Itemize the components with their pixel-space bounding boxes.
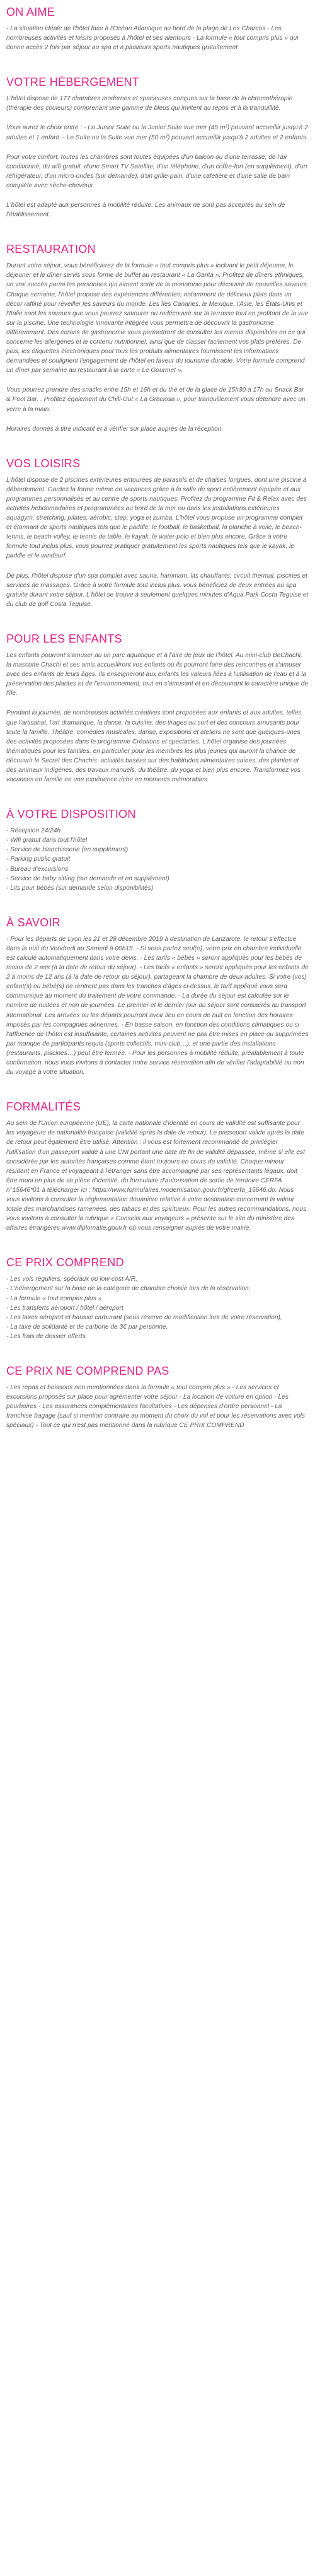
section-paragraph: Pour votre confort, toutes les chambres sont toutes équipées d'un balcon ou d'une terrasse, de l'air conditionné, du wifi gratuit, d'une Smart TV Satellite, d'un téléphone, d'un coffre-fort (en supplément), d'un réfrigérateur, d'un micro-ondes (sur demande), d'un grille-pain, d'une cafetière et d'une salle de bain complète avec sèche-cheveux.	[6, 153, 307, 189]
section-title: VOS LOISIRS	[6, 457, 81, 470]
section-title: À VOTRE DISPOSITION	[6, 808, 136, 821]
section-title: ON AIME	[6, 6, 55, 18]
section-paragraph: - Les repas et boissons non mentionnées dans la formule « tout compris plus » - Les services et excursions proposés sur place pour agrémenter votre séjour - La location de voiture en option - Les pourboires - Les assurances complémentaires facultatives - Les dépenses d'ordre personnel - La franchise bagage (sauf si mention contraire au moment du choix du vol et pour les réservations avec vols spéciaux) - Tout ce qui n'est pas mentionné dans la rubrique CE PRIX COMPREND	[6, 1384, 305, 1430]
section-paragraph: Horaires donnés à titre indicatif et à vérifier sur place auprès de la réception.	[6, 425, 224, 433]
list-item: - Les vols réguliers, spéciaux ou low-cost A/R,	[6, 1276, 137, 1283]
section-on-aime	[6, 5, 309, 52]
list-item: - Réception 24/24h	[6, 827, 61, 835]
section-list	[6, 1274, 309, 1341]
section-vos-loisirs	[6, 457, 309, 609]
section-votre-hebergement	[6, 75, 309, 219]
section-title: POUR LES ENFANTS	[6, 632, 122, 645]
list-item: - Les frais de dossier offerts.	[6, 1332, 88, 1340]
section-a-votre-disposition	[6, 807, 309, 893]
list-item: - Bureau d'excursions	[6, 865, 69, 873]
section-list	[6, 826, 309, 893]
section-paragraph: L'hôtel dispose de 2 piscines extérieures entourées de parasols et de chaises longues, dont une piscine à débordement. Gardez la forme même en vacances grâce à la salle de sport entièrement équipée et aux programmes personnalisés et au centre de sports nautiques. Profitez du programme Fit & Relax avec des activités hebdomadaires et programmées au bord de la mer ou dans les installations extérieures aquagym, stretching, pilates, aérobic, step, yoga et zumba. L'hôtel vous propose un programme complet et étonnant de sports nautiques tels que le paddle, le football, le basketball, la planche à voile, le beach-tennis, le beach-volley, le tennis de table, le kayak, le water-polo et bien plus encore. Grâce à votre formule tout inclus plus, vous pourrez pratiquer gratuitement les sports nautiques tels que le kayak, le paddle et le windsurf.	[6, 476, 307, 560]
section-title: RESTAURATION	[6, 243, 96, 256]
section-paragraph: Durant votre séjour, vous bénéficierez de la formule « tout compris plus » incluant le petit déjeuner, le déjeuner et le dîner servis sous forme de buffet au restaurant « La Garita ». Profitez de dîners ethniques, un vrai succès parmi les personnes qui aiment sortir de la monotonie pour découvrir de nouvelles saveurs. Chaque semaine, l'hôtel propose des expériences différentes, notamment de délicieux plats dans un décor raffiné pour réveiller les saveurs du monde. Les îles Canaries, le Mexique, l'Asie, les États-Unis et l'Italie sont les saveurs que vous pourrez savourer ou redécouvrir sur la terrasse tout en profitant de la vue sur la piscine. Une technologie innovante intégrée vous permettra de découvrir la gastronomie différemment. Des écrans de gastronomie vous permettront de consulter les menus disponibles en ce qui concerne les allergènes et le contenu nutritionnel, ainsi que de classer facilement vos plats préférés. De plus, les étiquettes électroniques pour tous les produits alimentaires fournissent les informations demandées et soulignent l'engagement de l'hôtel en faveur du tourisme durable. Votre formule comprend un dîner par semaine au restaurant à la carte « Le Gourmet ».	[6, 262, 309, 375]
section-paragraph: Vous aurez le choix entre : - La Junior Suite ou la Junior Suite vue mer (45 m²) pouvant accueillir jusqu'à 2 adultes et 1 enfant. - Le Suite ou la Suite vue mer (50 m²) pouvant accueillir jusqu'à 2 adultes et 2 enfants.	[6, 124, 308, 141]
section-paragraph: L'hôtel est adapté aux personnes à mobilité réduite. Les animaux ne sont pas acceptés au sein de l'établissement.	[6, 202, 285, 219]
list-item: - Wifi gratuit dans tout l'hôtel	[6, 837, 88, 844]
list-item: - Lits pour bébés (sur demande selon disponibilités)	[6, 884, 154, 892]
section-paragraph: - Pour les départs de Lyon les 21 et 28 décembre 2019 à destination de Lanzarote, le retour s'effectue dans la nuit du Vendredi au Samedi à 00h15. - Si vous partez seul(e), votre prix en chambre individuelle est calculé automatiquement dans votre devis. - Les tarifs « bébés » seront appliqués pour les bébés de moins de 2 ans (à la date de retour du séjour). - Les tarifs « enfants » seront appliqués pour les enfants de 2 à moins de 12 ans (à la date de retour du séjour), partageant la chambre de deux adultes. Si votre (vos) enfant(s) ou bébé(s) ne rentrent pas dans les tranches d'âges ci-dessus, le tarif appliqué vous sera communiqué au moment du traitement de votre commande. - La durée du séjour est calculée sur le nombre de nuitées et non de journées. Le premier et le dernier jour du séjour sont consacrés au transport international. Les arrivées ou les départs pourront avoir lieu en cours de nuit en fonction des horaires imposés par les compagnies aériennes. - En basse saison, en fonction des conditions climatiques ou si l'affluence de l'hôtel est insuffisante, certaines activités peuvent ne pas être mises en place ou supprimées par manque de participants requis (sports collectifs, mini-club…), et une partie des installations (restaurants, piscines…) peut être fermée. - Pour les personnes à mobilité réduite, préalablement à toute confirmation, nous vous invitons à contacter notre service réservation afin de vérifier l'adaptabilité ou non du voyage à votre situation.	[6, 935, 309, 1076]
section-title: CE PRIX COMPREND	[6, 1256, 124, 1269]
section-pour-les-enfants	[6, 632, 309, 784]
section-paragraph: Au sein de l'Union européenne (UE), la carte nationale d'identité en cours de validité est suffisante pour les voyageurs de nationalité française (validité après la date de retour). Le passeport valide après la date de retour peut également être utilisé. Attention : il vous est fortement recommandé de privilégier l'utilisation d'un passeport valide à une CNI portant une date de fin de validité dépassée, même si elle est considérée par les autorités françaises comme étant toujours en cours de validité. Chaque mineur résidant en France et voyageant à l'étranger sans être accompagné par ses représentants légaux, doit être muni en plus de sa pièce d'identité, du formulaire d'autorisation de sortie de territoire CERFA n°15646*01 à télécharger ici : https://www.formulaires.modernisation.gouv.fr/gf/cerfa_15646.do. Nous vous invitons à consulter la réglementation douanière relative à votre destination concernant la valeur totale des marchandises ramenées, des tabacs et des spiritueux. Pour les autres recommandations, nous vous invitons à consulter la rubrique « Conseils aux voyageurs » présente sur le site du ministère des affaires étrangères www.diplomatie.gouv.fr où vous renseigner auprès de votre mairie.	[6, 1120, 307, 1232]
section-paragraph: De plus, l'hôtel dispose d'un spa complet avec sauna, hammam, lits chauffants, circuit thermal, piscines et services de massages. Grâce à votre formule tout inclus plus, vous bénéficiez de deux entrées au spa gratuite durant votre séjour. L'hôtel se trouve à seulement quelques minutes d'Aqua Park Costa Teguise et du club de golf Costa Teguise.	[6, 572, 309, 608]
section-paragraph: Vous pourrez prendre des snacks entre 15h et 16h et du thé et de la glace de 15h30 à 17h au Snack Bar & Pool Bar. . Profitez également du Chill-Out « La Graciosa », pour tranquillement vous détendre avec un verre à la main.	[6, 387, 306, 413]
section-formalites	[6, 1100, 309, 1233]
list-item: - Service de blanchisserie (en supplément)	[6, 846, 129, 854]
list-item: - L'hébergement sur la base de la catégorie de chambre choisie lors de la réservation,	[6, 1285, 251, 1293]
list-item: - Parking public gratuit	[6, 856, 71, 863]
list-item: - La formule « tout compris plus »	[6, 1295, 102, 1302]
section-a-savoir	[6, 916, 309, 1077]
section-paragraph: - La situation idéale de l'hôtel face à l'Océan Atlantique au bord de la plage de Los Charcos - Les nombreuses activités et loisirs proposés à l'hôtel et ses alentours - La formule « tout compris plus » qui donne accès 2 fois par séjour au spa et à plusieurs sports nautiques gratuitement	[6, 25, 299, 52]
section-restauration	[6, 242, 309, 434]
section-ce-prix-ne-comprend-pas	[6, 1364, 309, 1430]
list-item: - La taxe de solidarité et de carbone de 3€ par personne,	[6, 1323, 168, 1331]
section-paragraph: L'hôtel dispose de 177 chambres modernes et spacieuses conçues sur la base de la chromothérapie (thérapie des couleurs) comprenant une gamme de bleus qui invitent au repos et à la tranquillité.	[6, 95, 293, 112]
list-item: - Service de baby sitting (sur demande et en supplément)	[6, 875, 169, 882]
list-item: - Les taxes aéroport et hausse carburant (sous réserve de modification lors de votre réservation),	[6, 1314, 282, 1321]
section-ce-prix-comprend	[6, 1256, 309, 1341]
section-paragraph: Les enfants pourront s'amuser au un parc aquatique et à l'aire de jeux de l'hôtel. Au mini-club BeChachi, la mascotte Chachi et ses amis accueilliront vos enfants où ils pourront faire des rencontres et s'amuser avec des enfants de leurs âges. Ils enseigneront aux enfants les valeurs liées à l'utilisation de l'eau et à la préservation des plantes et de l'environnement, tout en s'amusant et en découvrant le caractère unique de l'île.	[6, 651, 309, 697]
section-title: À SAVOIR	[6, 916, 61, 929]
section-title: VOTRE HÉBERGEMENT	[6, 76, 140, 89]
list-item: - Les transferts aéroport / hôtel / aéroport	[6, 1304, 123, 1312]
section-title: CE PRIX NE COMPREND PAS	[6, 1365, 169, 1377]
section-paragraph: Pendant la journée, de nombreuses activités créatives sont proposées aux enfants et aux adultes, telles que l'artisanat, l'art dramatique, la danse, la cuisine, des tirages au sort et des concours amusants pour toute la famille. Théâtre, comédies musicales, danse, expositions et ateliers ne sont que quelques-unes des activités proposées dans le programme Créations et spectacles. L'hôtel organise des journées thématiques pour les familles, en particulier pour les membres les plus jeunes qui auront la chance de découvrir le Secret des Chachis: activités basées sur des habitudes alimentaires saines, des plantes et des animaux indigènes, des travaux manuels, du théâtre, du yoga et bien plus encore. Transformez vos vacances en famille en une expérience riche en moments mémorables.	[6, 709, 302, 784]
section-title: FORMALITÉS	[6, 1100, 81, 1114]
